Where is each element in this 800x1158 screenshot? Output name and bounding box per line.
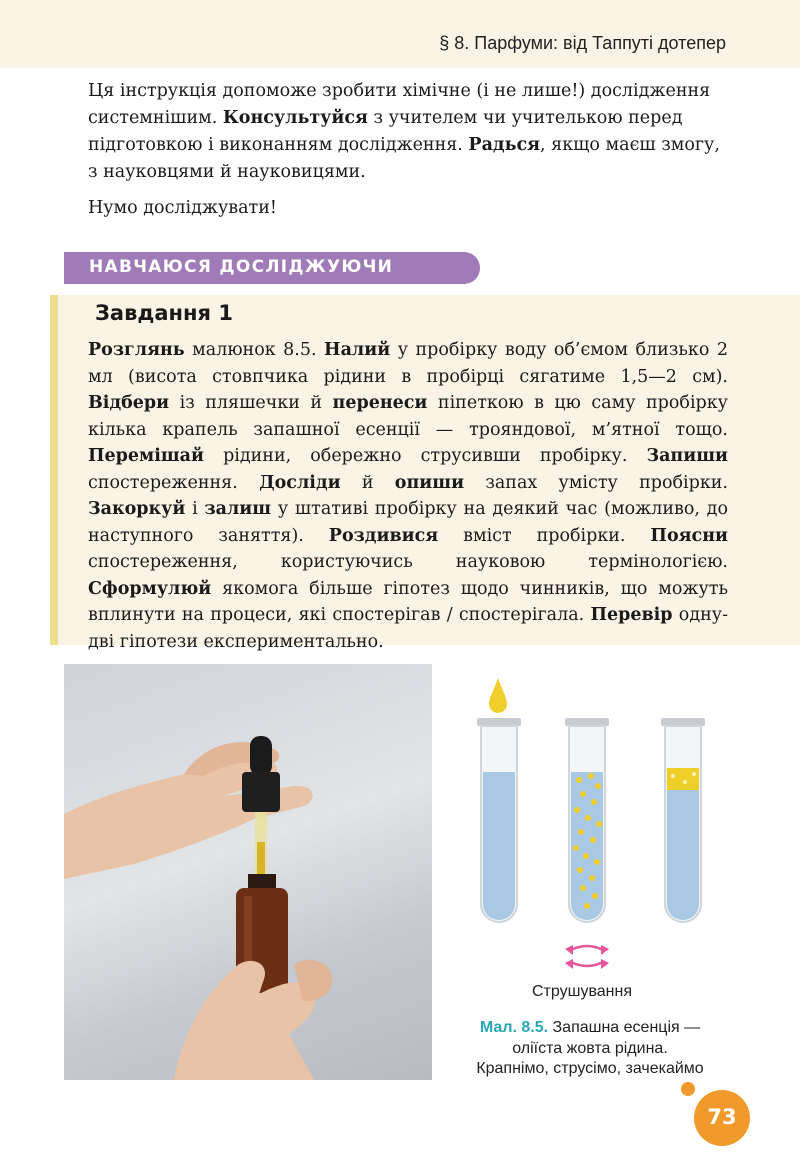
tube-separated (661, 718, 705, 922)
tube-shaken (565, 718, 609, 922)
section-label: НАВЧАЮСЯ ДОСЛІДЖУЮЧИ (89, 257, 394, 277)
figure-number: Мал. 8.5. (479, 1019, 549, 1036)
task-body: Розглянь малюнок 8.5. Налий у пробірку воду об’ємом близько 2 мл (висота стовпчика рідини в пробірці сягатиме 1,5—2 см). Відбери із пляшечки й перенеси піпеткою в цю саму пробірку кілька крапель запашної есенції — трояндової, м’ятної тощо. Перемішай рідини, обережно струсивши пробірку. Запиши спостереження. Досліди й опиши запах умісту пробірки. Закоркуй і залиш у штативі пробірку на деякий час (можливо, до наступного заняття). Роздивися вміст пробірки. Поясни спостереження, користуючись науковою термінологією. Сформулюй якомога більше гіпотез щодо чинників, що можуть вплинути на процеси, які спостерігав / спостерігала. Перевір одну-дві гіпотези експериментально. (88, 340, 728, 652)
dropper-photo (64, 664, 432, 1080)
task-box (50, 295, 800, 652)
page-number-badge (694, 1090, 750, 1146)
chapter-title: § 8. Парфуми: від Таппуті дотепер (439, 33, 726, 53)
hand-dropper-illustration (64, 664, 432, 1080)
intro-paragraph: Ця інструкція допоможе зробити хімічне (і не лише!) дослідження системнішим. Консультуйся з учителем чи учителькою перед підготовкою і виконанням дослідження. Радься, якщо маєш змогу, з науковцями й науковицями. (88, 81, 720, 182)
figure-caption: Мал. 8.5. Запашна есенція — оліїста жовта рідина. Крапнімо, струсімо, зачекаймо (476, 1019, 704, 1077)
section-banner (64, 252, 480, 284)
page-dot (681, 1082, 695, 1096)
tube-water (477, 718, 521, 922)
drop-icon (489, 678, 507, 713)
intro-text (88, 78, 728, 222)
page-number: 73 (707, 1105, 737, 1129)
test-tubes-diagram (455, 672, 755, 972)
task-title: Завдання 1 (95, 301, 233, 325)
intro-call: Нумо досліджувати! (88, 198, 277, 218)
shake-arrows-icon (571, 946, 603, 966)
shake-label: Струшування (532, 983, 632, 1000)
page-header (0, 0, 800, 68)
